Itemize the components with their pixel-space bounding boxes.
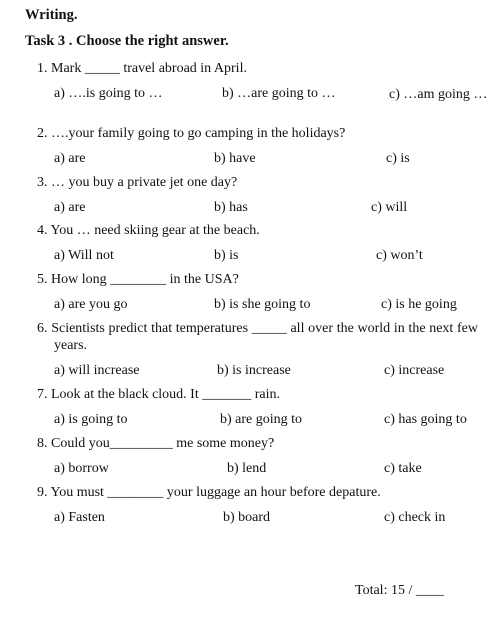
question-8-options [54, 460, 490, 477]
question-text: 2. ….your family going to go camping in the holidays? [37, 126, 346, 141]
option-b: b) have [214, 151, 256, 166]
question-9 [37, 484, 478, 501]
question-1 [37, 60, 478, 77]
option-c: c) is [386, 151, 410, 166]
question-2-options [54, 150, 490, 167]
option-c: c) will [371, 200, 408, 215]
question-text: 4. You … need skiing gear at the beach. [37, 223, 260, 238]
total-score: Total: 15 / ____ [355, 583, 444, 598]
question-6 [37, 320, 478, 354]
option-c: c) is he going [381, 297, 457, 312]
option-a: a) are [54, 200, 86, 215]
task-title: Task 3 . Choose the right answer. [25, 33, 229, 49]
question-text: 3. … you buy a private jet one day? [37, 175, 238, 190]
option-a: a) Will not [54, 248, 114, 263]
section-title: Writing. [25, 7, 78, 23]
question-text: 7. Look at the black cloud. It _______ rain. [37, 387, 280, 402]
question-3 [37, 174, 478, 191]
option-c: c) take [384, 461, 422, 476]
question-text: 5. How long ________ in the USA? [37, 272, 239, 287]
option-a: a) are you go [54, 297, 128, 312]
option-c: c) won’t [376, 248, 423, 263]
question-7 [37, 386, 478, 403]
question-1-options [54, 85, 490, 102]
option-b: b) has [214, 200, 248, 215]
question-5 [37, 271, 478, 288]
option-b: b) is she going to [214, 297, 311, 312]
option-b: b) board [223, 510, 271, 525]
question-2 [37, 125, 478, 142]
question-8 [37, 435, 478, 452]
option-b: b) are going to [220, 412, 303, 427]
question-7-options [54, 411, 490, 428]
question-4-options [54, 247, 490, 264]
question-text: 8. Could you_________ me some money? [37, 436, 275, 451]
question-4 [37, 222, 478, 239]
option-a: a) will increase [54, 363, 140, 378]
question-6-options [54, 362, 490, 379]
option-b: b) is increase [217, 363, 291, 378]
option-b: b) …are going to … [222, 86, 336, 101]
option-c: c) check in [384, 510, 446, 525]
option-a: a) is going to [54, 412, 128, 427]
option-b: b) is [214, 248, 239, 263]
option-a: a) Fasten [54, 510, 105, 525]
question-text: 6. Scientists predict that temperatures _____ all over the world in the next few years. [37, 321, 478, 353]
option-a: a) ….is going to … [54, 86, 163, 101]
option-a: a) are [54, 151, 86, 166]
question-text: 1. Mark _____ travel abroad in April. [37, 61, 247, 76]
option-c: c) increase [384, 363, 445, 378]
option-c: c) has going to [384, 412, 467, 427]
option-b: b) lend [227, 461, 267, 476]
option-a: a) borrow [54, 461, 109, 476]
question-3-options [54, 199, 490, 216]
question-5-options [54, 296, 490, 313]
question-9-options [54, 509, 490, 526]
question-text: 9. You must ________ your luggage an hour before depature. [37, 485, 381, 500]
option-c: c) …am going … [389, 87, 488, 102]
